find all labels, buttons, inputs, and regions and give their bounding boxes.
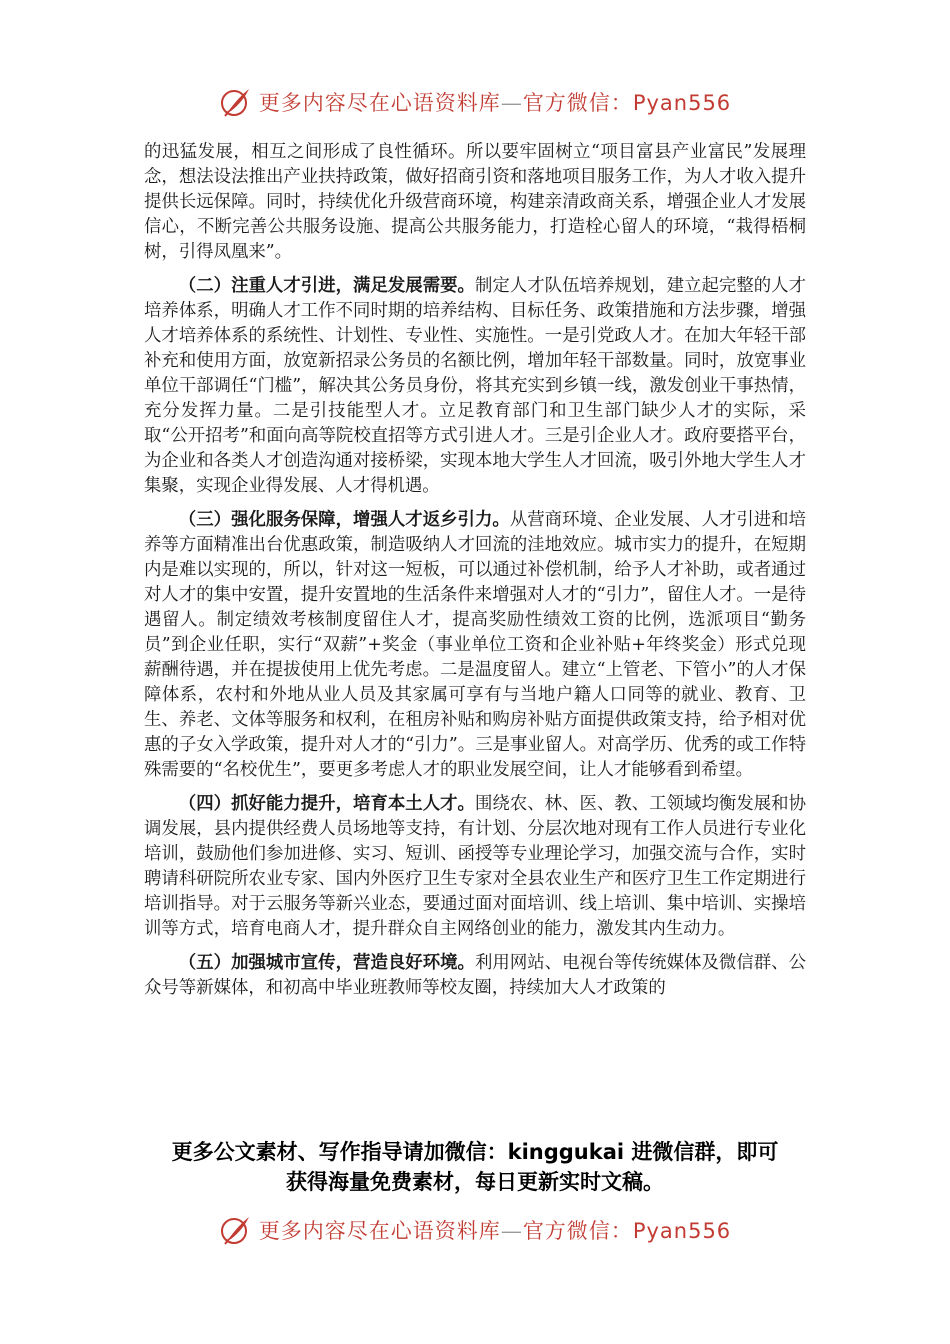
quill-pen-icon (219, 85, 253, 119)
header-banner-text: 更多内容尽在心语资料库—官方微信：Pyan556 (258, 91, 732, 115)
section-heading: （三）强化服务保障，增强人才返乡引力。 (178, 510, 510, 530)
footer-wechat-id: Pyan556 (632, 1219, 732, 1243)
promo-line-1: 更多公文素材、写作指导请加微信：kinggukai 进微信群，即可 (171, 1140, 779, 1164)
paragraph: （二）注重人才引进，满足发展需要。制定人才队伍培养规划，建立起完整的人才培养体系，明确人才工作不同时期的培养结构、目标任务、政策措施和方法步骤，增强人才培养体系的系统性、计划性、专业性、实施性。一是引党政人才。在加大年轻干部补充和使用方面，放宽新招录公务员的名额比例，增加年轻干部数量。同时，放宽事业单位干部调任“门槛”，解决其公务员身份，将其充实到乡镇一线，激发创业干事热情，充分发挥力量。二是引技能型人才。立足教育部门和卫生部门缺少人才的实际，采取“公开招考”和面向高等院校直招等方式引进人才。三是引企业人才。政府要搭平台，为企业和各类人才创造沟通对接桥梁，实现本地大学生人才回流，吸引外地大学生人才集聚，实现企业得发展、人才得机遇。 (144, 276, 806, 496)
section-heading: （四）抓好能力提升，培育本土人才。 (178, 794, 475, 814)
promo-line-2: 获得海量免费素材，每日更新实时文稿。 (286, 1170, 664, 1194)
section-heading: （五）加强城市宣传，营造良好环境。 (178, 953, 475, 973)
promo-notice (0, 1137, 950, 1197)
section-heading: （二）注重人才引进，满足发展需要。 (178, 276, 475, 296)
paragraph: （四）抓好能力提升，培育本土人才。围绕农、林、医、教、工领域均衡发展和协调发展，县内提供经费人员场地等支持，有计划、分层次地对现有工作人员进行专业化培训，鼓励他们参加进修、实习、短训、函授等专业理论学习，加强交流与合作，实时聘请科研院所农业专家、国内外医疗卫生专家对全县农业生产和医疗卫生工作定期进行培训指导。对于云服务等新兴业态，要通过面对面培训、线上培训、集中培训、实操培训等方式，培育电商人才，提升群众自主网络创业的能力，激发其内生动力。 (144, 794, 806, 939)
paragraph: 的迅猛发展，相互之间形成了良性循环。所以要牢固树立“项目富县产业富民”发展理念，想法设法推出产业扶持政策，做好招商引资和落地项目服务工作，为人才收入提升提供长远保障。同时，持续优化升级营商环境，构建亲清政商关系，增强企业人才发展信心，不断完善公共服务设施、提高公共服务能力，打造栓心留人的环境，“栽得梧桐树，引得凤凰来”。 (144, 142, 806, 262)
paragraph: （五）加强城市宣传，营造良好环境。利用网站、电视台等传统媒体及微信群、公众号等新媒体，和初高中毕业班教师等校友圈，持续加大人才政策的 (144, 953, 806, 998)
footer-banner-text: 更多内容尽在心语资料库—官方微信：Pyan556 (258, 1219, 732, 1243)
footer-banner (0, 1210, 950, 1250)
document-body (144, 140, 806, 1010)
header-wechat-id: Pyan556 (632, 91, 732, 115)
header-banner (0, 82, 950, 122)
paragraph: （三）强化服务保障，增强人才返乡引力。从营商环境、企业发展、人才引进和培养等方面精准出台优惠政策，制造吸纳人才回流的洼地效应。城市实力的提升，在短期内是难以实现的，所以，针对这一短板，可以通过补偿机制，给予人才补助，或者通过对人才的集中安置，提升安置地的生活条件来增强对人才的“引力”，留住人才。一是待遇留人。制定绩效考核制度留住人才，提高奖励性绩效工资的比例，选派项目“勤务员”到企业任职，实行“双薪”+奖金（事业单位工资和企业补贴+年终奖金）形式兑现薪酬待遇，并在提拔使用上优先考虑。二是温度留人。建立“上管老、下管小”的人才保障体系，农村和外地从业人员及其家属可享有与当地户籍人口同等的就业、教育、卫生、养老、文体等服务和权利，在租房补贴和购房补贴方面提供政策支持，给予相对优惠的子女入学政策，提升对人才的“引力”。三是事业留人。对高学历、优秀的或工作特殊需要的“名校优生”，要更多考虑人才的职业发展空间，让人才能够看到希望。 (144, 510, 806, 780)
quill-pen-icon (219, 1213, 253, 1247)
